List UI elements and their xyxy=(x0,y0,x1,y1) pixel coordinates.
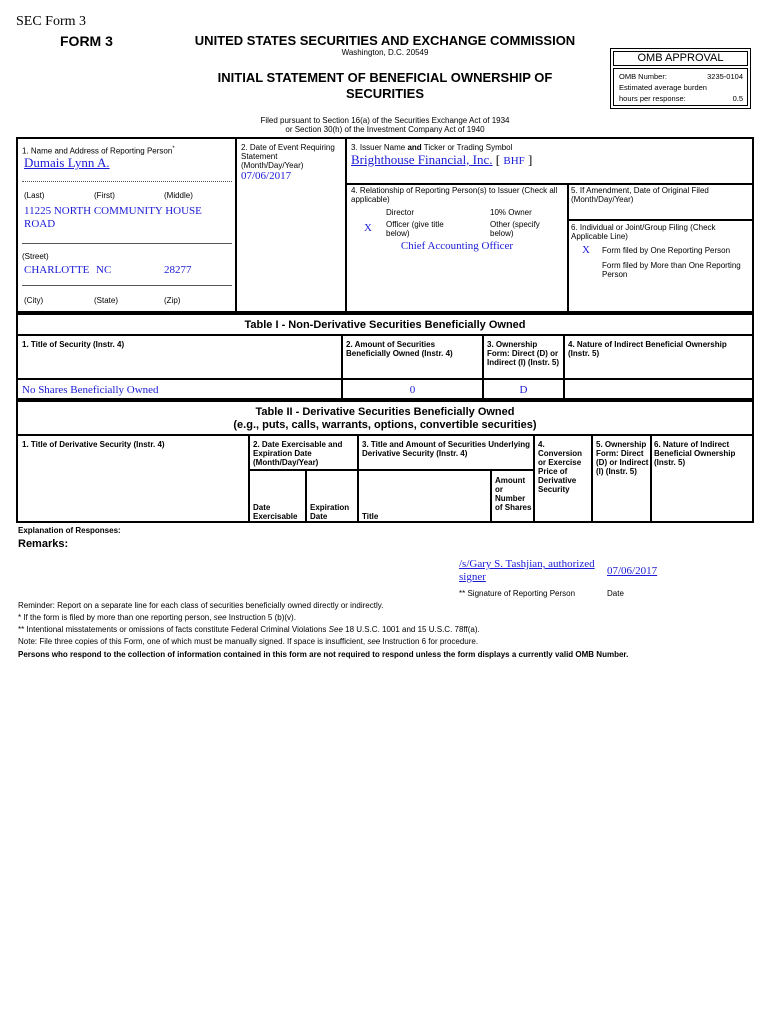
reminder-note: Reminder: Report on a separate line for each class of securities beneficially owned directly or indirectly. xyxy=(18,601,384,610)
city-value: CHARLOTTE xyxy=(24,264,90,276)
table1-row-ownership-form: D xyxy=(519,384,528,396)
signature-link[interactable]: /s/Gary S. Tashjian, authorized signer xyxy=(459,558,595,583)
divider xyxy=(533,436,535,523)
director-option: Director xyxy=(386,208,415,217)
box1-reporting-person xyxy=(18,139,237,311)
file-copies-note: Note: File three copies of this Form, one of which must be manually signed. If space is insufficient, see Instruction 6 for procedure. xyxy=(18,637,479,646)
table1-col4-header: 4. Nature of Indirect Beneficial Ownership (Instr. 5) xyxy=(568,340,727,358)
officer-title-value: Chief Accounting Officer xyxy=(400,240,514,252)
signature-caption: ** Signature of Reporting Person xyxy=(459,589,576,598)
filed-pursuant-line2: or Section 30(h) of the Investment Company Act of 1940 xyxy=(285,125,485,134)
box1-label: 1. Name and Address of Reporting Person* xyxy=(22,146,175,156)
table2-col2-header: 2. Date Exercisable and Expiration Date (Month/Day/Year) xyxy=(253,440,343,467)
state-value: NC xyxy=(96,264,112,276)
omb-hours-value: 0.5 xyxy=(732,94,743,103)
divider xyxy=(591,436,593,523)
form-title: FORM 3 xyxy=(60,33,113,49)
first-caption: (First) xyxy=(94,191,115,200)
table2-col3-header: 3. Title and Amount of Securities Underlying Derivative Security (Instr. 4) xyxy=(362,440,531,458)
divider xyxy=(248,436,250,523)
zip-caption: (Zip) xyxy=(164,296,181,305)
table2-col6-header: 6. Nature of Indirect Beneficial Ownership (Instr. 5) xyxy=(654,440,736,467)
divider xyxy=(22,285,232,286)
reporting-person-name-link[interactable]: Dumais Lynn A. xyxy=(24,155,110,170)
box3-issuer xyxy=(347,139,752,185)
box3-label: 3. Issuer Name and Ticker or Trading Symbol xyxy=(351,143,513,152)
table2-amount-shares-header: Amount or Number of Shares xyxy=(495,476,532,512)
issuer-line: Brighthouse Financial, Inc. [ BHF ] xyxy=(351,152,533,167)
table1-title: Table I - Non-Derivative Securities Beneficially Owned xyxy=(244,319,526,331)
sec-form-label: SEC Form 3 xyxy=(16,14,87,29)
box2-label: 2. Date of Event Requiring Statement (Month/Day/Year) xyxy=(241,143,335,170)
table2-title: Table II - Derivative Securities Beneficially Owned xyxy=(255,406,515,418)
agency-title: UNITED STATES SECURITIES AND EXCHANGE COMMISSION xyxy=(194,33,576,48)
box5-label: 5. If Amendment, Date of Original Filed (Month/Day/Year) xyxy=(571,186,709,204)
divider xyxy=(341,336,343,378)
table1-row-amount: 0 xyxy=(409,384,416,396)
ten-percent-owner-option: 10% Owner xyxy=(490,208,532,217)
omb-approval-title: OMB APPROVAL xyxy=(613,51,748,66)
date-caption: Date xyxy=(607,589,624,598)
divider xyxy=(650,436,652,523)
box6-filing-type xyxy=(567,219,752,311)
one-person-checkmark: X xyxy=(582,244,590,256)
table1-non-derivative xyxy=(16,313,754,400)
table1-col3-header: 3. Ownership Form: Direct (D) or Indirect (I) (Instr. 5) xyxy=(487,340,560,367)
omb-details xyxy=(613,68,748,106)
multiple-persons-note: * If the form is filed by more than one reporting person, see Instruction 5 (b)(v). xyxy=(18,613,296,622)
one-person-option: Form filed by One Reporting Person xyxy=(602,246,731,255)
omb-number-label: OMB Number: xyxy=(619,72,667,81)
table1-row-title: No Shares Beneficially Owned xyxy=(22,384,159,396)
issuer-name-link[interactable]: Brighthouse Financial, Inc. xyxy=(351,152,493,167)
box5-amendment xyxy=(567,183,752,221)
last-caption: (Last) xyxy=(24,191,45,200)
explanation-heading: Explanation of Responses: xyxy=(18,526,121,535)
event-date-value: 07/06/2017 xyxy=(241,170,292,182)
signature-date-link[interactable]: 07/06/2017 xyxy=(607,565,658,577)
multiple-persons-option: Form filed by More than One Reporting Person xyxy=(602,261,741,279)
table2-underlying-title-header: Title xyxy=(362,512,379,521)
statement-title: INITIAL STATEMENT OF BENEFICIAL OWNERSHIP OF SECURITIES xyxy=(217,70,553,101)
table2-derivative xyxy=(16,400,754,523)
divider xyxy=(22,181,232,182)
state-caption: (State) xyxy=(94,296,119,305)
omb-burden-label: Estimated average burden xyxy=(619,83,707,92)
officer-option: Officer (give title below) xyxy=(386,220,444,238)
omb-number-value: 3235-0104 xyxy=(707,72,743,81)
middle-caption: (Middle) xyxy=(164,191,193,200)
table1-col2-header: 2. Amount of Securities Beneficially Owned (Instr. 4) xyxy=(346,340,453,358)
divider xyxy=(490,471,492,523)
city-caption: (City) xyxy=(24,296,44,305)
table2-col4-header: 4. Conversion or Exercise Price of Derivative Security xyxy=(538,440,583,494)
box6-label: 6. Individual or Joint/Group Filing (Check Applicable Line) xyxy=(571,223,716,241)
box4-label: 4. Relationship of Reporting Person(s) to Issuer (Check all applicable) xyxy=(351,186,558,204)
misstatement-note: ** Intentional misstatements or omissions of facts constitute Federal Criminal Violations See 18 U.S.C. 1001 and 15 U.S.C. 78ff(a). xyxy=(18,625,480,634)
remarks-heading: Remarks: xyxy=(18,538,69,550)
divider xyxy=(305,471,307,523)
table2-expiration-date-header: Expiration Date xyxy=(310,503,350,521)
divider xyxy=(18,334,752,336)
divider xyxy=(357,471,359,523)
table2-col5-header: 5. Ownership Form: Direct (D) or Indirect (I) (Instr. 5) xyxy=(596,440,649,476)
zip-value: 28277 xyxy=(164,264,192,276)
divider xyxy=(563,336,565,378)
officer-checkmark: X xyxy=(364,222,372,234)
divider xyxy=(482,336,484,378)
ticker-symbol: BHF xyxy=(503,155,525,167)
divider xyxy=(563,380,565,400)
street-caption: (Street) xyxy=(22,252,49,261)
table2-subtitle: (e.g., puts, calls, warrants, options, convertible securities) xyxy=(233,419,537,431)
other-option: Other (specify below) xyxy=(490,220,540,238)
divider xyxy=(22,243,232,244)
omb-approval-box xyxy=(610,48,751,109)
omb-hours-label: hours per response: xyxy=(619,94,686,103)
agency-location: Washington, D.C. 20549 xyxy=(341,48,429,57)
table2-date-exercisable-header: Date Exercisable xyxy=(253,503,298,521)
omb-response-note: Persons who respond to the collection of information contained in this form are not required to respond unless the form displays a currently valid OMB Number. xyxy=(18,650,629,659)
table1-col1-header: 1. Title of Security (Instr. 4) xyxy=(22,340,125,349)
table2-col1-header: 1. Title of Derivative Security (Instr. 4) xyxy=(22,440,165,449)
divider xyxy=(18,434,752,436)
street-address: 11225 NORTH COMMUNITY HOUSE ROAD xyxy=(24,205,202,230)
divider xyxy=(18,378,752,380)
filed-pursuant-line1: Filed pursuant to Section 16(a) of the Securities Exchange Act of 1934 xyxy=(260,116,510,125)
box2-event-date xyxy=(237,139,347,311)
box4-relationship xyxy=(347,183,569,311)
